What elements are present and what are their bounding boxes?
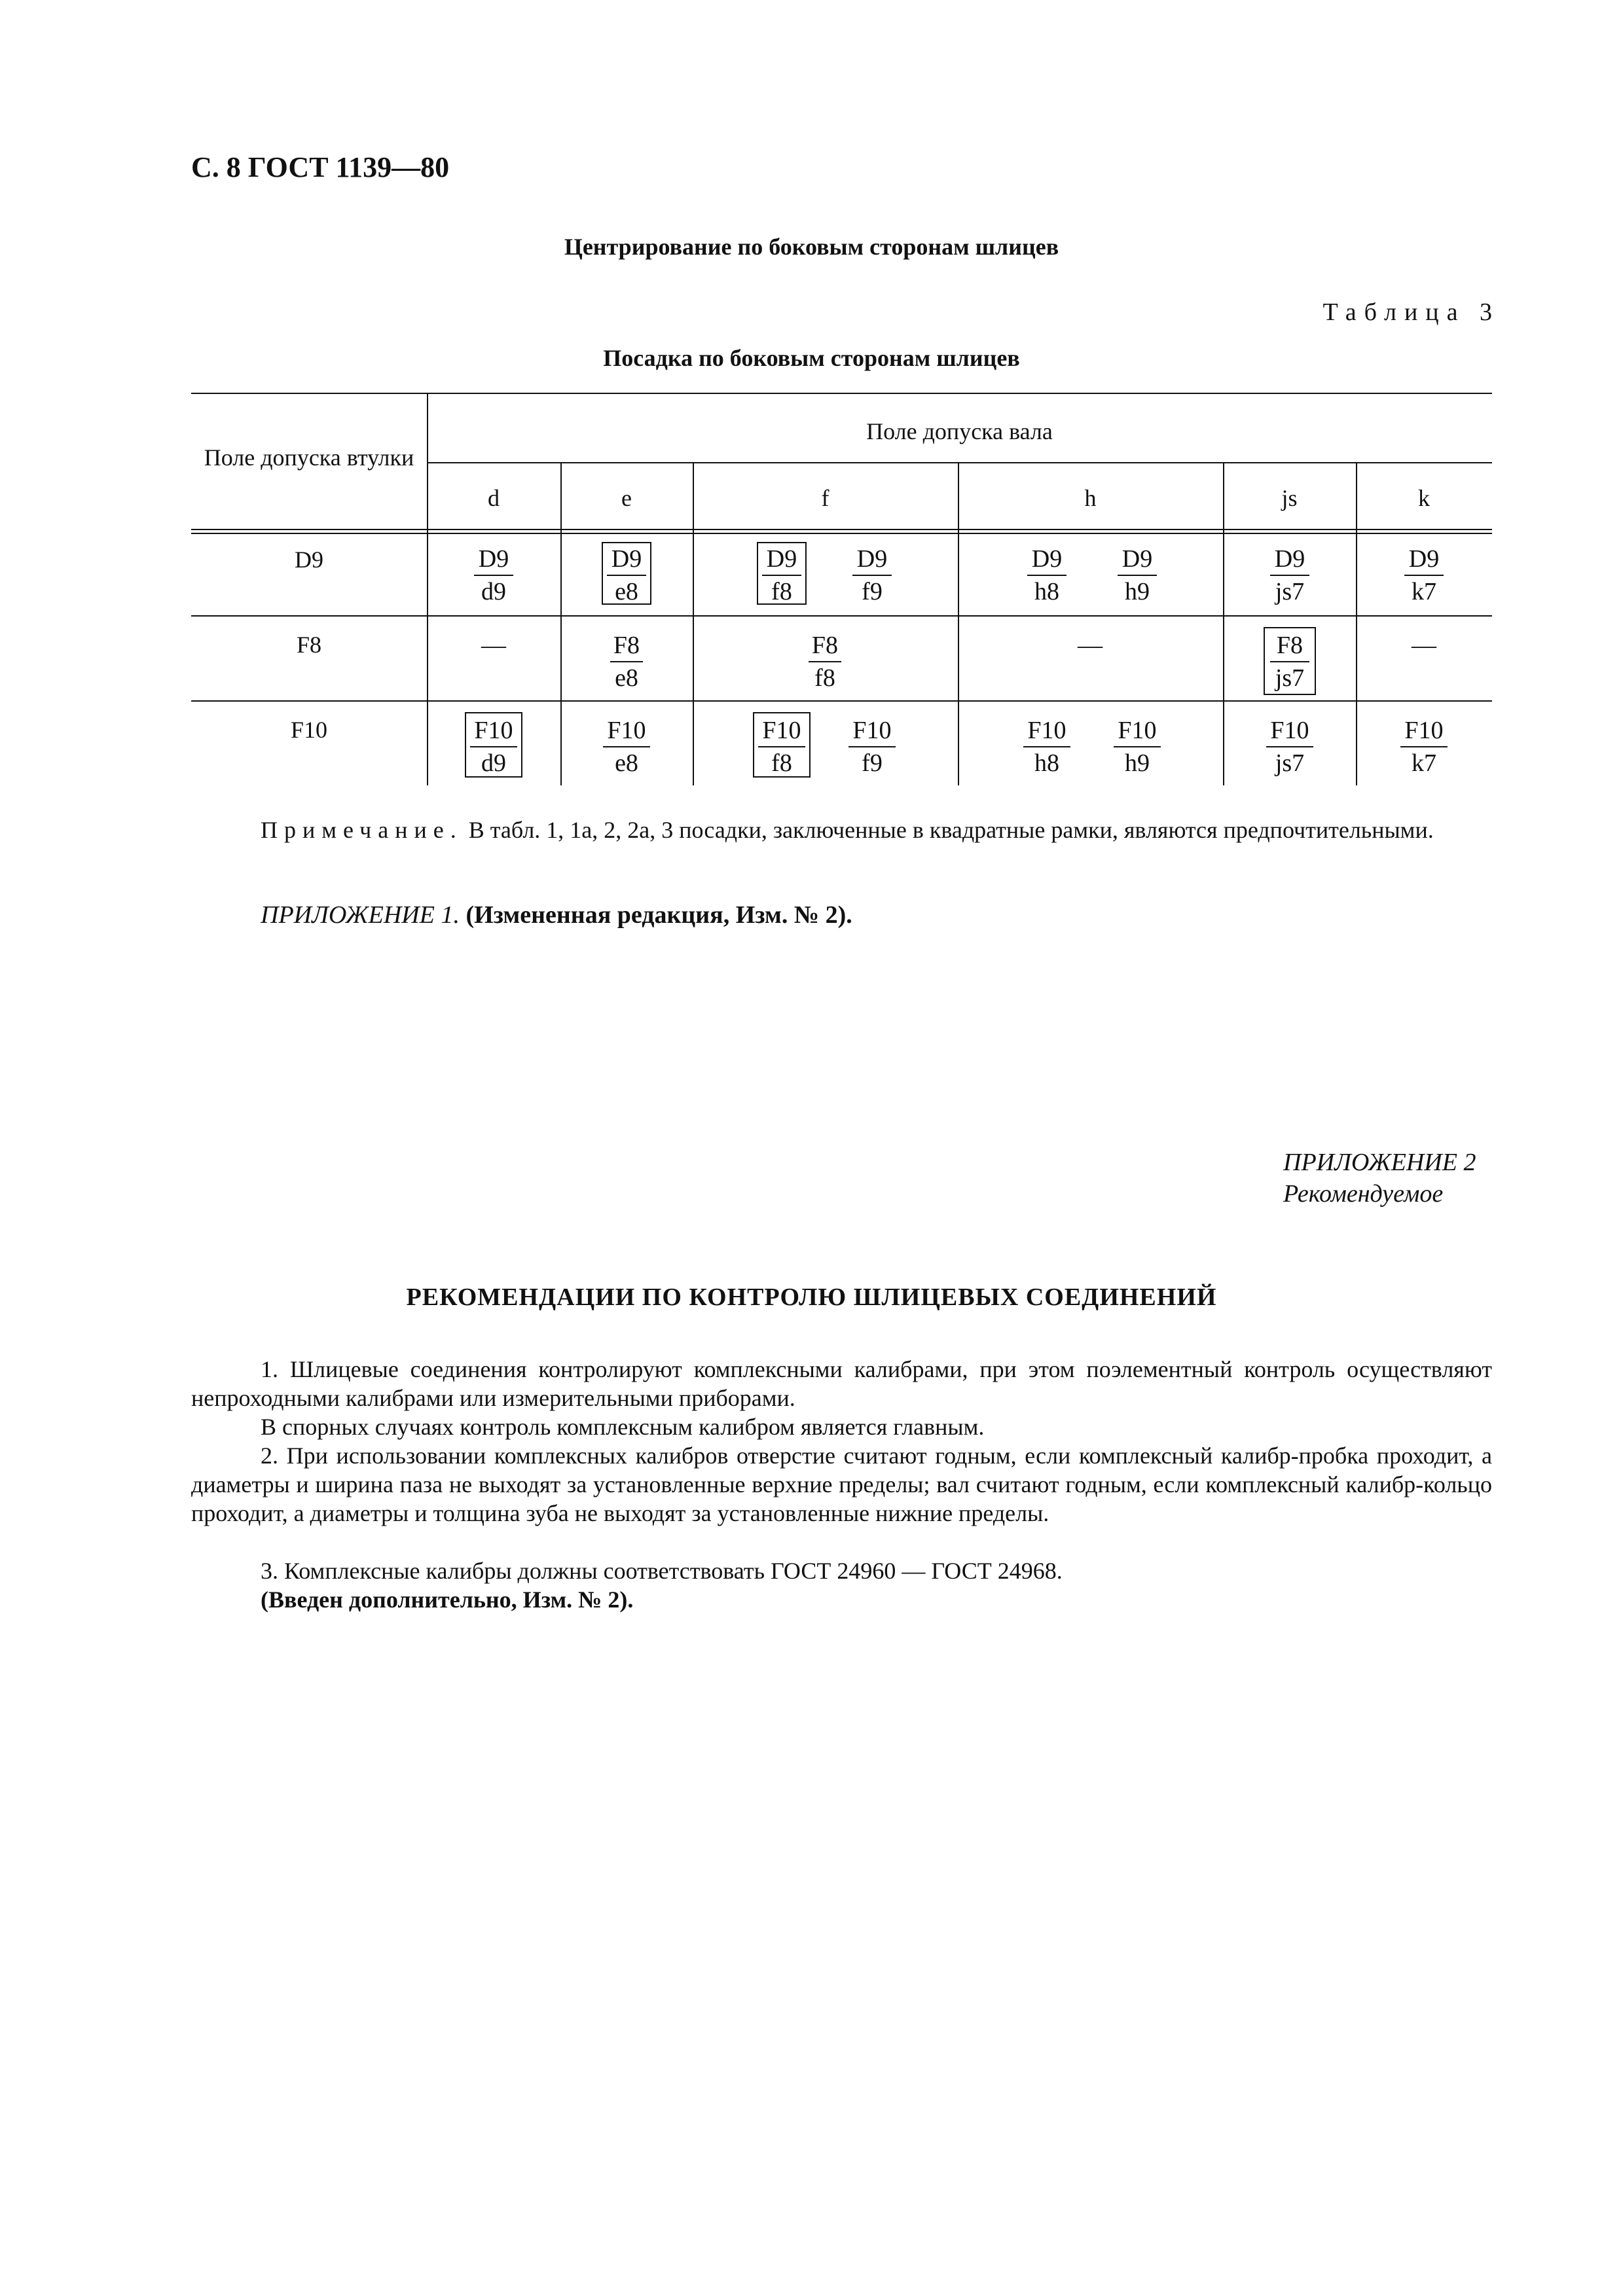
no-fit-dash: —: [1412, 632, 1436, 659]
appendix1-reference: ПРИЛОЖЕНИЕ 1. (Измененная редакция, Изм. № 2).: [261, 901, 852, 929]
note-text: В табл. 1, 1а, 2, 2а, 3 посадки, заключенные в квадратные рамки, являются предпочтительными.: [468, 817, 1434, 843]
col-group-header: Поле допуска вала: [866, 418, 1053, 444]
preferred-box: [465, 712, 522, 778]
preferred-box: [602, 542, 651, 605]
section-title: Центрирование по боковым сторонам шлицев: [564, 234, 1059, 260]
fits-table: [191, 393, 1492, 785]
fit-f10-js7: F10 js7: [1244, 716, 1336, 778]
col-header-f: f: [821, 485, 830, 511]
paragraph-1: 1. Шлицевые соединения контролируют комплексными калибрами, при этом поэлементный контроль осуществляют непроходными калибрами или измерительными приборами.: [191, 1356, 1492, 1411]
fit-f10-f9: F10 f9: [826, 716, 918, 778]
table-title: Посадка по боковым сторонам шлицев: [603, 345, 1020, 371]
fit-d9-k7: D9 k7: [1378, 545, 1470, 606]
fit-d9-f8: D9 f8: [736, 545, 828, 606]
paragraph-3: 3. Комплексные калибры должны соответствовать ГОСТ 24960 — ГОСТ 24968.: [261, 1558, 1063, 1584]
row-label-f10: F10: [290, 717, 328, 743]
paragraph-2: 2. При использовании комплексных калибров отверстие считают годным, если комплексный калибр-пробка проходит, а диаметры и ширина паза не выходят за установленные верхние пределы; вал считают годным, если комплексный калибр-кольцо проходит, а диаметры и толщина зуба не выходят за установленные нижние пределы.: [191, 1443, 1492, 1526]
preferred-box: [757, 542, 807, 605]
col-header-d: d: [488, 485, 500, 511]
fit-f10-e8: F10 e8: [581, 716, 672, 778]
row-label-d9: D9: [295, 547, 323, 573]
preferred-box: [753, 712, 811, 778]
table-note: [191, 816, 1492, 844]
col-header-h: h: [1084, 485, 1097, 511]
appendix2-heading: [1283, 1147, 1476, 1210]
paragraph-1b: В спорных случаях контроль комплексным калибром является главным.: [261, 1414, 985, 1440]
fit-f8-e8: F8 e8: [581, 631, 672, 692]
recommendations-title: РЕКОМЕНДАЦИИ ПО КОНТРОЛЮ ШЛИЦЕВЫХ СОЕДИНЕНИЙ: [406, 1283, 1217, 1311]
appendix2-title: ПРИЛОЖЕНИЕ 2: [1283, 1149, 1476, 1176]
col-header-e: e: [621, 485, 632, 511]
fit-d9-js7: D9 js7: [1244, 545, 1336, 606]
fit-d9-f9: D9 f9: [826, 545, 918, 606]
no-fit-dash: —: [1078, 632, 1103, 659]
col-header-k: k: [1418, 485, 1430, 511]
row-header: Поле допуска втулки: [204, 444, 414, 471]
fit-f10-h8: F10 h8: [1001, 716, 1093, 778]
col-header-js: js: [1281, 485, 1298, 511]
fit-d9-h9: D9 h9: [1091, 545, 1183, 606]
preferred-box: [1264, 627, 1316, 695]
table-number: Таблица 3: [1322, 298, 1500, 326]
fit-f8-f8: F8 f8: [779, 631, 871, 692]
fit-f10-h9: F10 h9: [1091, 716, 1183, 778]
fit-f10-f8: F10 f8: [736, 716, 828, 778]
fit-f10-d9: F10 d9: [448, 716, 539, 778]
appendix2-subtitle: Рекомендуемое: [1283, 1180, 1444, 1208]
fit-d9-e8: D9 e8: [581, 545, 672, 606]
fit-d9-h8: D9 h8: [1001, 545, 1093, 606]
fit-f10-k7: F10 k7: [1378, 716, 1470, 778]
row-label-f8: F8: [296, 632, 322, 658]
page-header: С. 8 ГОСТ 1139—80: [191, 151, 450, 183]
note-label: Примечание.: [261, 817, 463, 843]
fit-f8-js7: F8 js7: [1244, 631, 1336, 692]
no-fit-dash: —: [481, 632, 506, 659]
fit-d9-d9: D9 d9: [448, 545, 539, 606]
amendment-note: (Введен дополнительно, Изм. № 2).: [261, 1587, 634, 1613]
